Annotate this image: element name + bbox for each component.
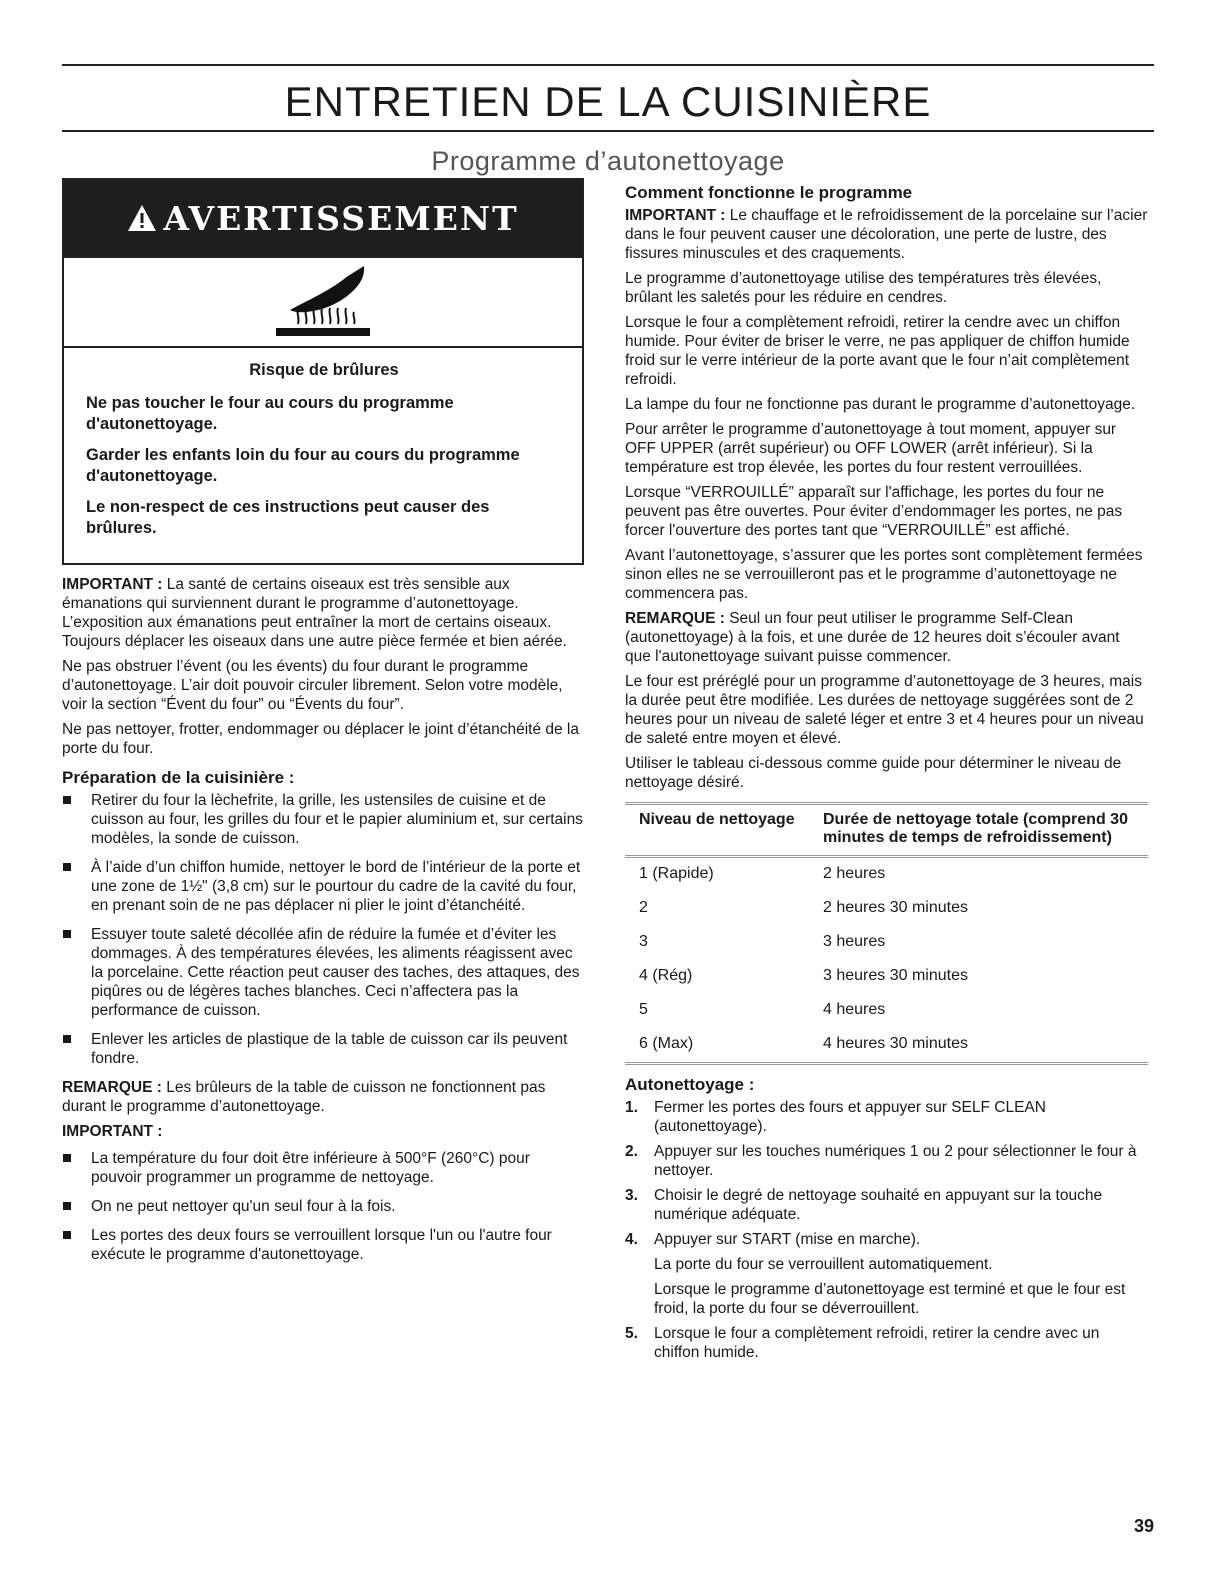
- body-paragraph: Avant l’autonettoyage, s’assurer que les portes sont complètement fermées sinon elles ne se verrouilleront pas et le programme d’autonettoyage ne commencera pas.: [625, 547, 1143, 602]
- warning-box: [62, 178, 584, 565]
- table-header-level: Niveau de nettoyage: [625, 804, 809, 857]
- gasket-paragraph: Ne pas nettoyer, frotter, endommager ou déplacer le joint d’étanchéité de la porte du four.: [62, 721, 579, 757]
- important-list: [62, 1149, 584, 1264]
- table-row: 5 4 heures: [639, 1001, 886, 1018]
- table-row: 6 (Max) 4 heures 30 minutes: [625, 1028, 1148, 1064]
- important-heading: IMPORTANT :: [62, 1123, 163, 1140]
- list-item: Les portes des deux fours se verrouillent lorsque l'un ou l'autre four exécute le programme d'autonettoyage.: [62, 1226, 584, 1264]
- list-item: La température du four doit être inférieure à 500°F (260°C) pour pouvoir programmer un programme de nettoyage.: [62, 1149, 584, 1187]
- body-paragraph: Lorsque “VERROUILLÉ” apparaît sur l'affichage, les portes du four ne peuvent pas être ouvertes. Pour éviter d’endommager les portes, ne pas forcer l'ouverture des portes tant que “VERROUILLÉ” est affiché.: [625, 484, 1123, 539]
- warning-line: Garder les enfants loin du four au cours du programme d'autonettoyage.: [86, 446, 520, 485]
- how-it-works-heading: Comment fonctionne le programme: [625, 183, 913, 202]
- important-porcelain-paragraph: IMPORTANT : Le chauffage et le refroidissement de la porcelaine sur l’acier dans le four peuvent causer une décoloration, une perte de lustre, des fissures minuscules et des craquements.: [625, 207, 1148, 262]
- steps-list: [625, 1098, 1148, 1362]
- left-column: [62, 178, 584, 1274]
- page-title: ENTRETIEN DE LA CUISINIÈRE: [284, 78, 932, 125]
- list-item: À l’aide d’un chiffon humide, nettoyer le bord de l’intérieur de la porte et une zone de 1½" (3,8 cm) sur le pourtour du cadre de la cavité du four, en prenant soin de ne pas déplacer ni plier le joint d’étanchéité.: [62, 858, 584, 915]
- body-paragraph: La lampe du four ne fonctionne pas durant le programme d’autonettoyage.: [625, 396, 1136, 413]
- table-intro-paragraph: Utiliser le tableau ci-dessous comme guide pour déterminer le niveau de nettoyage désiré.: [625, 755, 1122, 791]
- preset-paragraph: Le four est préréglé pour un programme d’autonettoyage de 3 heures, mais la durée peut être modifiée. Les durées de nettoyage suggérées sont de 2 heures pour un niveau de saleté léger et entre 3 et 4 heures pour un niveau de saleté entre moyen et élevé.: [625, 673, 1144, 747]
- warning-header: [64, 180, 582, 256]
- remarque-burners-paragraph: REMARQUE : Les brûleurs de la table de cuisson ne fonctionnent pas durant le programme d’autonettoyage.: [62, 1079, 546, 1115]
- table-row: 4 (Rég) 3 heures 30 minutes: [639, 967, 968, 984]
- table-row: 2 2 heures 30 minutes: [639, 899, 968, 916]
- body-paragraph: Pour arrêter le programme d’autonettoyage à tout moment, appuyer sur OFF UPPER (arrêt supérieur) ou OFF LOWER (arrêt inférieur). Si la température est trop élevée, les portes du four restent verrouillées.: [625, 421, 1117, 476]
- warning-heading: Risque de brûlures: [249, 361, 399, 379]
- list-item: Essuyer toute saleté décollée afin de réduire la fumée et d’éviter les dommages. À des températures élevées, les aliments réagissent avec la porcelaine. Cette réaction peut causer des taches, des attaques, des piqûres ou de légères taches blanches. Ceci n’affectera pas la performance de cuisson.: [62, 925, 584, 1020]
- table-row: 1 (Rapide) 2 heures: [639, 865, 886, 882]
- preparation-list: [62, 791, 584, 1068]
- list-item: Enlever les articles de plastique de la table de cuisson car ils peuvent fondre.: [62, 1030, 584, 1068]
- warning-line: Ne pas toucher le four au cours du programme d'autonettoyage.: [86, 394, 454, 433]
- step-item: 2. Appuyer sur les touches numériques 1 ou 2 pour sélectionner le four à nettoyer.: [625, 1143, 1137, 1179]
- preparation-heading: Préparation de la cuisinière :: [62, 768, 295, 787]
- top-rule: [62, 64, 1154, 66]
- autonettoyage-heading: Autonettoyage :: [625, 1075, 755, 1094]
- page-number: 39: [1133, 1516, 1154, 1536]
- step-item: 5. Lorsque le four a complètement refroidi, retirer la cendre avec un chiffon humide.: [625, 1325, 1100, 1361]
- important-birds-paragraph: IMPORTANT : La santé de certains oiseaux est très sensible aux émanations qui surviennent durant le programme d’autonettoyage. L’exposition aux émanations peut entraîner la mort de certains oiseaux. Toujours déplacer les oiseaux dans une autre pièce fermée et bien aérée.: [62, 576, 567, 650]
- table-header-row: [625, 804, 1148, 857]
- warning-line: Le non-respect de ces instructions peut causer des brûlures.: [86, 498, 490, 537]
- body-paragraph: Le programme d’autonettoyage utilise des températures très élevées, brûlant les saletés pour les réduire en cendres.: [625, 270, 1102, 306]
- hot-surface-hand-icon: [268, 262, 378, 342]
- table-row: 3 3 heures: [639, 933, 886, 950]
- remarque-selfclean-paragraph: REMARQUE : Seul un four peut utiliser le programme Self-Clean (autonettoyage) à la fois, et une durée de 12 heures doit s’écouler avant que l'autonettoyage suivant puisse commencer.: [625, 610, 1120, 665]
- title-rule: [62, 130, 1154, 132]
- section-title: Programme d’autonettoyage: [431, 146, 785, 176]
- step-item: 3. Choisir le degré de nettoyage souhaité en appuyant sur la touche numérique adéquate.: [625, 1187, 1103, 1223]
- table-header-duration: Durée de nettoyage totale (comprend 30 minutes de temps de refroidissement): [809, 804, 1148, 857]
- step-item: 1. Fermer les portes des fours et appuyer sur SELF CLEAN (autonettoyage).: [625, 1099, 1046, 1135]
- warning-title: AVERTISSEMENT: [163, 198, 519, 238]
- warning-triangle-icon: [127, 204, 157, 232]
- list-item: On ne peut nettoyer qu'un seul four à la fois.: [62, 1197, 584, 1216]
- right-column: [625, 183, 1148, 1368]
- step-item: 4. Appuyer sur START (mise en marche). La porte du four se verrouillent automatiquement. Lorsque le programme d’autonettoyage est terminé et que le four est froid, la porte du four se déverrouillent.: [625, 1231, 1126, 1317]
- vent-paragraph: Ne pas obstruer l’évent (ou les évents) du four durant le programme d’autonettoyage. L’air doit pouvoir circuler librement. Selon votre modèle, voir la section “Évent du four” ou “Évents du four”.: [62, 658, 563, 713]
- body-paragraph: Lorsque le four a complètement refroidi, retirer la cendre avec un chiffon humide. Pour éviter de briser le verre, ne pas appliquer de chiffon humide froid sur le verre intérieur de la porte avant que le four n’ait complètement refroidi.: [625, 314, 1130, 388]
- cleaning-level-table: [625, 802, 1148, 1065]
- list-item: Retirer du four la lèchefrite, la grille, les ustensiles de cuisine et de cuisson au four, les grilles du four et le papier aluminium et, sur certains modèles, la sonde de cuisson.: [62, 791, 584, 848]
